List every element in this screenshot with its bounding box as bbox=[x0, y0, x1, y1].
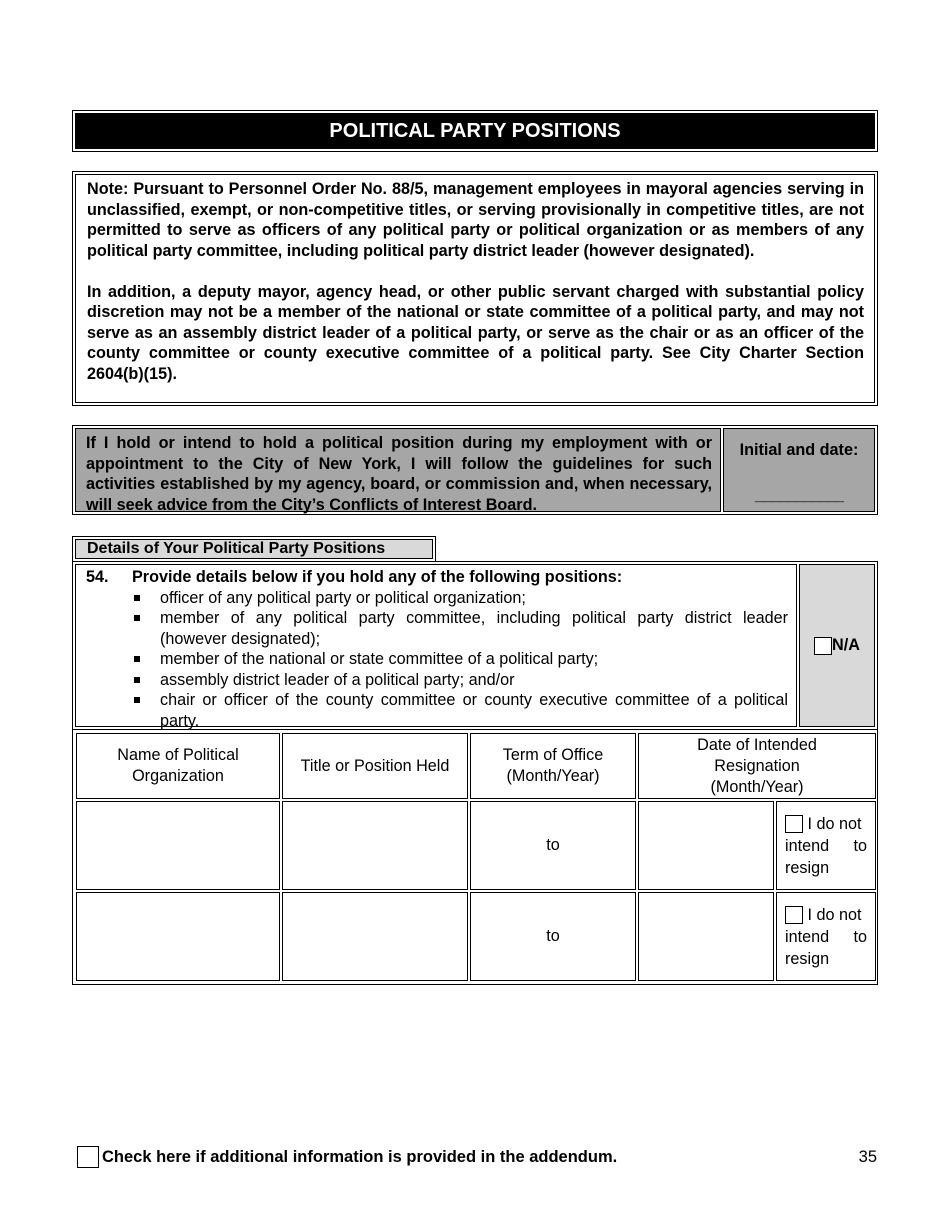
question-heading bbox=[86, 567, 788, 588]
question-prompt: Provide details below if you hold any of the following positions: bbox=[132, 568, 623, 586]
title-input[interactable] bbox=[282, 801, 468, 890]
addendum-checkbox[interactable] bbox=[77, 1146, 99, 1168]
footer bbox=[77, 1146, 877, 1168]
term-input[interactable] bbox=[470, 801, 636, 890]
section-header: Details of Your Political Party Positions bbox=[75, 539, 433, 559]
na-checkbox[interactable] bbox=[814, 637, 832, 655]
header-term: Term of Office (Month/Year) bbox=[470, 733, 636, 799]
pledge-text: If I hold or intend to hold a political position during my employment with or appointment to the City of New York, I will follow the guidelines for such activities established by my agency, board, or commission and, when necessary, will seek advice from the City’s Conflicts of Interest Board. bbox=[75, 428, 721, 512]
resignation-date-input[interactable] bbox=[638, 801, 774, 890]
pledge-box bbox=[72, 425, 878, 515]
question-number: 54. bbox=[86, 568, 109, 586]
initial-label: Initial and date: bbox=[739, 441, 859, 459]
no-resign-word: to bbox=[853, 927, 868, 946]
no-resign-label: I do not bbox=[807, 814, 862, 833]
no-resign-word: to bbox=[853, 836, 868, 855]
note-paragraph-2: In addition, a deputy mayor, agency head, or other public servant charged with substantial policy discretion may not be a member of the national or state committee of a political party, and may not serve as an assembly district leader of a political party, or serve as the chair or as an officer of the county committee or county executive committee of a political party. See City Charter Section 2604(b)(15). bbox=[87, 282, 864, 383]
organization-input[interactable] bbox=[76, 892, 280, 981]
header-resignation: Date of Intended Resignation (Month/Year) bbox=[638, 733, 876, 799]
term-to-label: to bbox=[546, 836, 560, 854]
note-paragraph-1: Note: Pursuant to Personnel Order No. 88/5, management employees in mayoral agencies serving in unclassified, exempt, or non-competitive titles, or serving provisionally in competitive titles, are not permitted to serve as officers of any political party or political organization or as members of any political party committee, including political party district leader (however designated). bbox=[87, 180, 864, 260]
no-resign-checkbox[interactable] bbox=[785, 815, 803, 833]
page-number: 35 bbox=[858, 1147, 877, 1166]
list-item: member of any political party committee, including political party district leader (however designated); bbox=[132, 608, 788, 649]
addendum-label: Check here if additional information is provided in the addendum. bbox=[102, 1147, 618, 1166]
table-header-row bbox=[76, 733, 876, 799]
question-content bbox=[75, 564, 797, 730]
page-title: POLITICAL PARTY POSITIONS bbox=[75, 113, 875, 149]
list-item: member of the national or state committee of a political party; bbox=[132, 649, 788, 670]
organization-input[interactable] bbox=[76, 801, 280, 890]
resignation-date-input[interactable] bbox=[638, 892, 774, 981]
positions-table bbox=[72, 729, 878, 985]
no-resign-word: resign bbox=[785, 858, 830, 877]
initial-signature-line[interactable]: ___________ bbox=[754, 486, 844, 504]
no-resign-label: I do not bbox=[807, 905, 862, 924]
term-to-label: to bbox=[546, 927, 560, 945]
na-option bbox=[799, 564, 875, 727]
list-item: chair or officer of the county committee or county executive committee of a political party. bbox=[132, 690, 788, 731]
no-resign-option bbox=[776, 892, 876, 981]
no-resign-word: intend bbox=[785, 836, 830, 855]
table-row bbox=[76, 892, 876, 981]
no-resign-checkbox[interactable] bbox=[785, 906, 803, 924]
term-input[interactable] bbox=[470, 892, 636, 981]
section-header-tab bbox=[72, 536, 436, 562]
table-row bbox=[76, 801, 876, 890]
initial-and-date-field[interactable] bbox=[723, 428, 875, 512]
list-item: assembly district leader of a political party; and/or bbox=[132, 670, 788, 691]
no-resign-option bbox=[776, 801, 876, 890]
title-box bbox=[72, 110, 878, 152]
na-label: N/A bbox=[832, 636, 860, 654]
header-organization: Name of Political Organization bbox=[76, 733, 280, 799]
list-item: officer of any political party or political organization; bbox=[132, 588, 788, 609]
title-input[interactable] bbox=[282, 892, 468, 981]
note-box bbox=[72, 171, 878, 406]
question-box bbox=[72, 561, 878, 730]
note-content bbox=[75, 174, 875, 403]
no-resign-word: intend bbox=[785, 927, 830, 946]
position-list bbox=[86, 588, 788, 732]
no-resign-word: resign bbox=[785, 949, 830, 968]
header-title: Title or Position Held bbox=[282, 733, 468, 799]
